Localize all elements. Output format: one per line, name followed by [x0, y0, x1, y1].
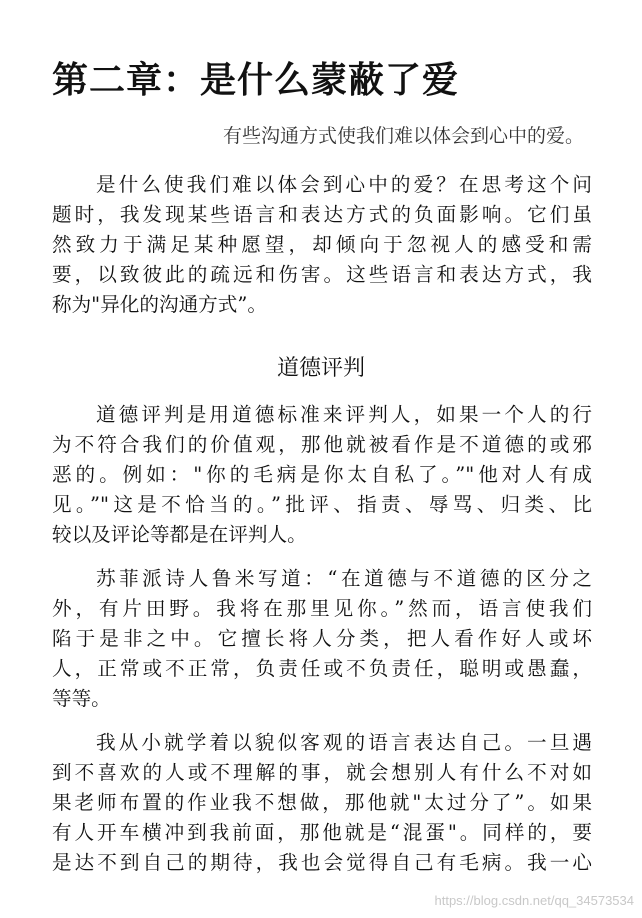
paragraph-line: 外，有片田野。我将在那里见你。”然而，语言使我们 — [52, 597, 592, 620]
chapter-epigraph: 有些沟通方式使我们难以体会到心中的爱。 — [222, 125, 584, 147]
paragraph-line: 是什么使我们难以体会到心中的爱？在思考这个问 — [96, 173, 592, 196]
paragraph-line: 然致力于满足某种愿望，却倾向于忽视人的感受和需 — [52, 233, 592, 256]
paragraph-line: 苏菲派诗人鲁米写道：“在道德与不道德的区分之 — [96, 567, 592, 590]
paragraph-line: 等等。 — [52, 687, 111, 710]
paragraph-line: 到不喜欢的人或不理解的事，就会想别人有什么不对如 — [52, 761, 592, 784]
paragraph-line: 较以及评论等都是在评判人。 — [52, 523, 307, 546]
paragraph-line: 称为"异化的沟通方式”。 — [52, 293, 267, 316]
paragraph-line: 果老师布置的作业我不想做，那他就"太过分了”。如果 — [52, 791, 592, 814]
section-title: 道德评判 — [276, 356, 365, 381]
paragraph-line: 道德评判是用道德标准来评判人，如果一个人的行 — [96, 403, 592, 426]
paragraph-line: 有人开车横冲到我前面，那他就是“混蛋"。同样的，要 — [52, 821, 592, 844]
chapter-title: 第二章：是什么蒙蔽了爱 — [52, 59, 460, 101]
section-paragraph — [52, 564, 592, 714]
source-watermark: https://blog.csdn.net/qq_34573534 — [434, 893, 634, 908]
section-paragraph — [52, 400, 592, 550]
paragraph-line: 是达不到自己的期待，我也会觉得自己有毛病。我一心 — [52, 851, 592, 874]
paragraph-line: 人，正常或不正常，负责任或不负责任，聪明或愚蠢， — [52, 657, 592, 680]
paragraph-line: 要，以致彼此的疏远和伤害。这些语言和表达方式，我 — [52, 263, 592, 286]
paragraph-line: 陷于是非之中。它擅长将人分类，把人看作好人或坏 — [52, 627, 592, 650]
section-paragraph — [52, 728, 592, 878]
paragraph-line: 恶的。例如："你的毛病是你太自私了。”"他对人有成 — [52, 463, 592, 486]
paragraph-line: 见。”"这是不恰当的。”批评、指责、辱骂、归类、比 — [52, 493, 592, 516]
intro-paragraph — [52, 170, 592, 320]
paragraph-line: 题时，我发现某些语言和表达方式的负面影响。它们虽 — [52, 203, 592, 226]
paragraph-line: 我从小就学着以貌似客观的语言表达自己。一旦遇 — [96, 731, 592, 754]
paragraph-line: 为不符合我们的价值观，那他就被看作是不道德的或邪 — [52, 433, 592, 456]
